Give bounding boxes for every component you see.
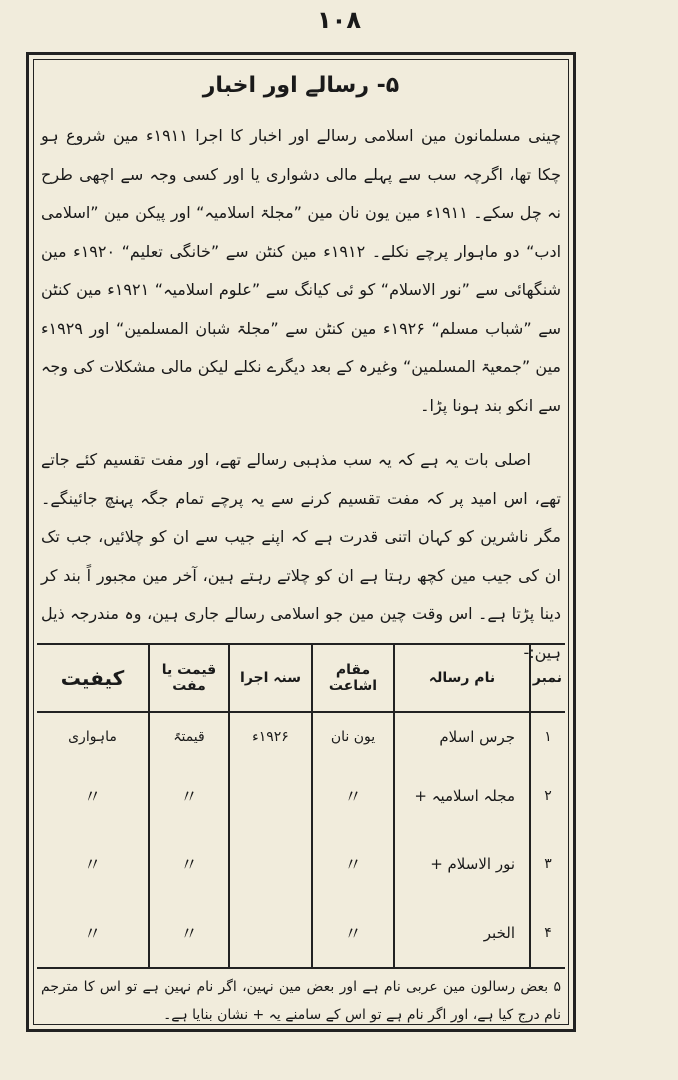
row-price: قیمتہً: [149, 712, 229, 762]
page-frame: [26, 52, 576, 1032]
table-header-row: [37, 645, 565, 712]
table-row: [37, 899, 565, 967]
header-quality: کیفیت: [37, 645, 149, 712]
header-place: مقام اشاعت: [312, 645, 394, 712]
row-place: یون نان: [312, 712, 394, 762]
row-number: ۲: [530, 762, 565, 830]
row-place: 〃: [312, 762, 394, 830]
row-quality: 〃: [83, 787, 102, 809]
table-row: [37, 830, 565, 898]
row-year: [229, 762, 312, 830]
header-number: نمبر: [530, 645, 565, 712]
row-quality: 〃: [83, 855, 102, 877]
table-row: [37, 712, 565, 762]
row-price: 〃: [149, 899, 229, 967]
row-year: [229, 899, 312, 967]
row-name: جرس اسلام: [394, 712, 530, 762]
header-year: سنہ اجرا: [229, 645, 312, 712]
table-row: [37, 762, 565, 830]
header-name: نام رسالہ: [394, 645, 530, 712]
paragraph-1: چینی مسلمانون مین اسلامی رسالے اور اخبار کا اجرا ۱۹۱۱ء مین شروع ہو چکا تھا، اگرچہ سب سے پہلے مالی دشواری یا اور کسی وجہ سے اچھی طرح نہ چل سکے۔ ۱۹۱۱ء مین یون نان مین ”مجلۃ اسلامیہ“ اور پیکن مین ”اسلامی ادب“ دو ماہوار پرچے نکلے۔ ۱۹۱۲ء مین کنٹن سے ”خانگی تعلیم“ ۱۹۲۰ء مین شنگھائی سے ”نور الاسلام“ کو ئی کیانگ سے ”علوم اسلامیہ“ ۱۹۲۱ء مین کنٹن سے ”شباب مسلم“ ۱۹۲۶ء مین کنٹن سے ”مجلۃ شبان المسلمین“ اور ۱۹۲۹ء مین ”جمعیۃ المسلمین“ وغیرہ کے بعد دیگرے نکلے لیکن مالی مشکلات کی وجہ سے انکو بند ہونا پڑا۔: [41, 126, 562, 415]
footnote: ۵ بعض رسالون مین عربی نام ہے اور بعض مین نہین، اگر نام نہین ہے تو اس کا مترجم نام درج کیا ہے، اور اگر نام ہے تو اس کے سامنے یہ + نشان بنایا ہے۔: [41, 979, 561, 1023]
periodicals-table-wrap: [37, 643, 565, 969]
row-price: 〃: [149, 762, 229, 830]
section-heading: ۵- رسالے اور اخبار: [202, 73, 400, 98]
row-name: نور الاسلام +: [394, 830, 530, 898]
paragraph-2: اصلی بات یہ ہے کہ یہ سب مذہبی رسالے تھے، اور مفت تقسیم کئے جاتے تھے، اس امید پر کہ مفت تقسیم کرنے سے یہ پرچے تمام جگہ پہنچ جائینگے۔ مگر ناشرین کو کہان اتنی قدرت ہے کہ اپنے جیب سے ان کو چلائیں، جب تک ان کی جیب مین کچھ رہتا ہے ان کو چلاتے رہتے ہین، آخر مین مجبور اً بند کر دینا پڑتا ہے۔ اس وقت چین مین جو اسلامی رسالے جاری ہین، وہ مندرجہ ذیل ہین:-: [41, 450, 561, 662]
row-quality: ماہواری: [68, 729, 117, 746]
page-number: ۱۰۸: [317, 6, 361, 34]
body-text: [41, 117, 561, 672]
row-price: 〃: [149, 830, 229, 898]
row-name: الخبر: [394, 899, 530, 967]
row-year: [229, 830, 312, 898]
row-number: ۴: [530, 899, 565, 967]
row-quality: 〃: [83, 923, 102, 945]
row-place: 〃: [312, 899, 394, 967]
row-place: 〃: [312, 830, 394, 898]
periodicals-table: [37, 645, 565, 967]
row-year: ۱۹۲۶ء: [229, 712, 312, 762]
row-number: ۳: [530, 830, 565, 898]
header-price: قیمت یا مفت: [149, 645, 229, 712]
row-name: مجلہ اسلامیہ +: [394, 762, 530, 830]
row-number: ۱: [530, 712, 565, 762]
